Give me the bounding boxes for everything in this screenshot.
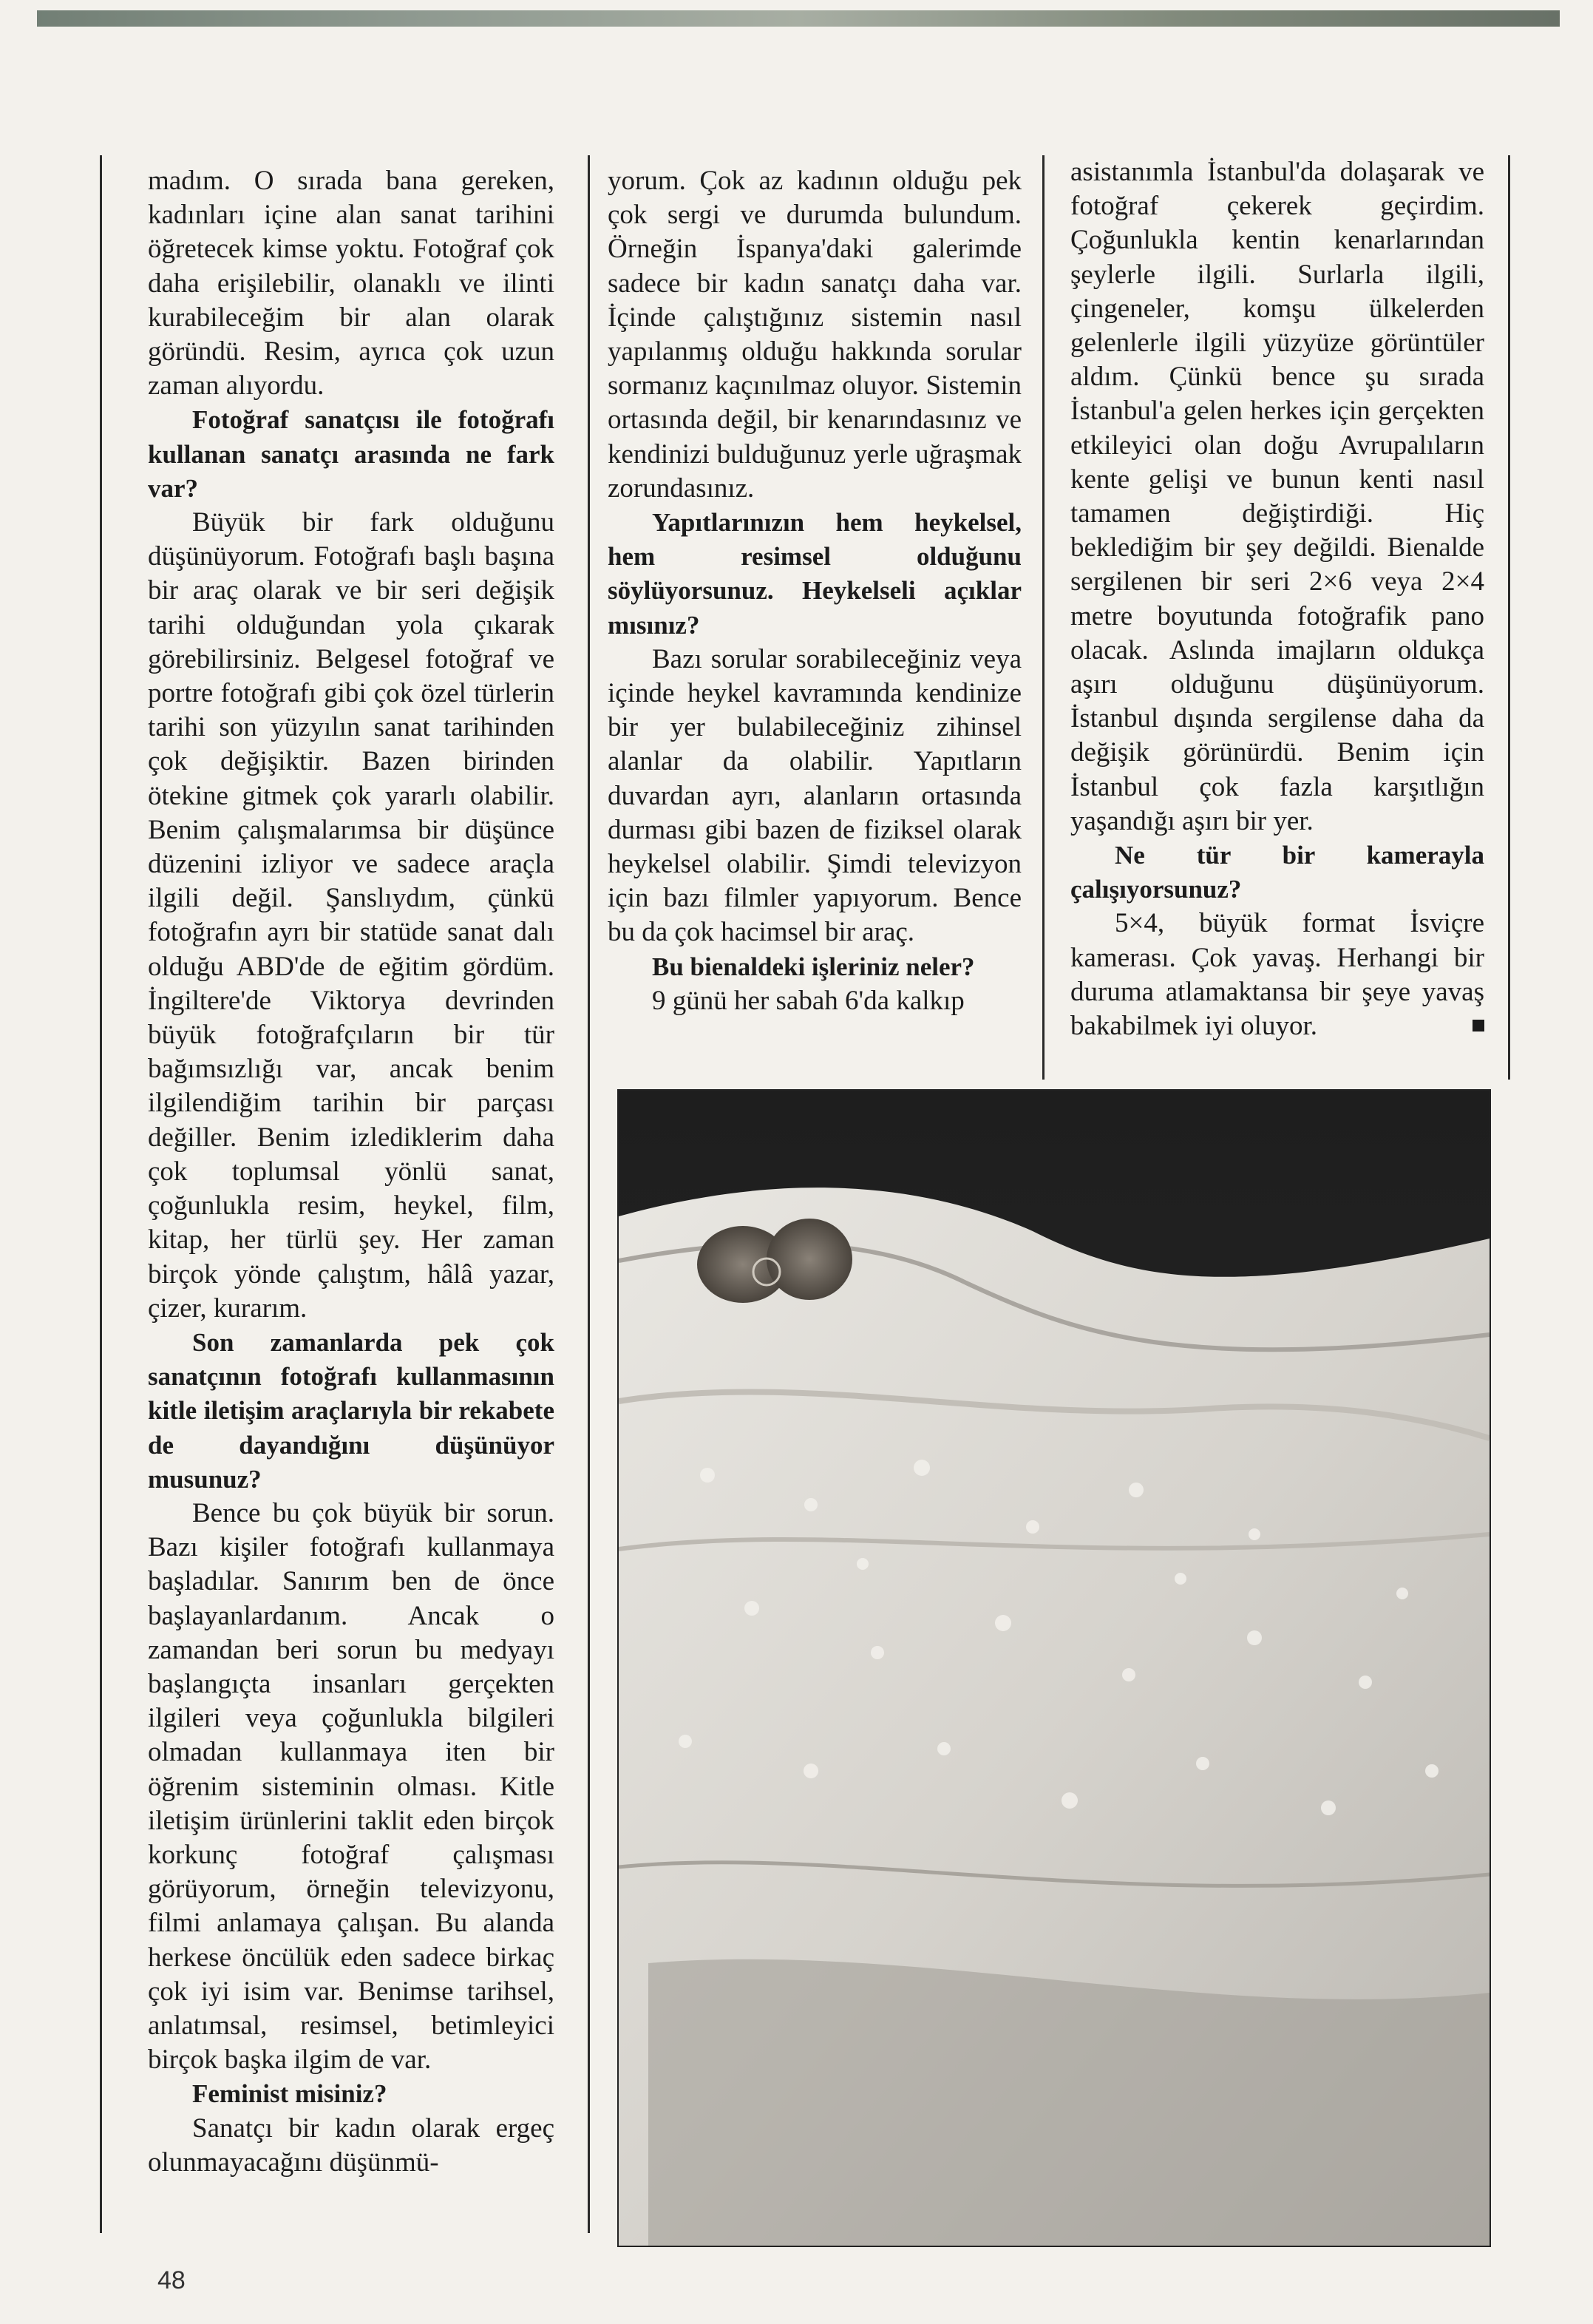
interview-question: Yapıtlarınızın hem heykelsel, hem resimsel olduğunu söylüyorsunuz. Heykelseli açıklar mısınız? [608, 508, 1022, 640]
interview-answer-paragraph: yorum. Çok az kadının olduğu pek çok sergi ve durumda bulundum. Örneğin İspanya'daki galerimde sadece bir kadın sanatçı daha var. İçinde çalıştığınız sistemin nasıl yapılanmış olduğu hakkında sorular sormanız kaçınılmaz oluyor. Sistemin ortasında değil, bir kenarındasınız ve kendinizi bulduğunuz yerle uğraşmak zorundasınız. [608, 166, 1022, 504]
interview-answer-paragraph: asistanımla İstanbul'da dolaşarak ve fotoğraf çekerek geçirdim. Çoğunlukla kentin kenarlarından şeylerle ilgili. Surlarla ilgili, çingeneler, komşu ülkelerden gelenlerle ilgili yüzyüze görüntüler aldım. Çünkü bence şu sırada İstanbul'a gelen herkes için gerçekten etkileyici olan doğu Avrupalıların kente gelişi ve bunun kenti nasıl tamamen değiştirdiği. Hiç beklediğim bir şey değildi. Bienalde sergilenen bir seri 2×6 veya 2×4 metre boyutunda fotoğrafik pano olacak. Aslında imajların oldukça aşırı olduğunu düşünüyorum. İstanbul dışında sergilense daha da değişik görünürdü. Benim için İstanbul çok fazla karşıtlığın yaşandığı aşırı bir yer. [1070, 157, 1484, 836]
interview-answer-paragraph: Bazı sorular sorabileceğiniz veya içinde heykel kavramında kendinize bir yer bulabileceğiniz zihinsel alanlar da olabilir. Yapıtların duvardan ayrı, alanların ortasında durması gibi bazen de fiziksel olarak heykelsel olabilir. Şimdi televizyon için bazı filmler yapıyorum. Bence bu da çok hacimsel bir araç. [608, 643, 1022, 948]
interview-answer-paragraph: Büyük bir fark olduğunu düşünüyorum. Fotoğrafı başlı başına bir araç olarak ve bir seri değişik tarihi olduğundan yola çıkarak görebilirsiniz. Belgesel fotoğraf ve portre fotoğrafı gibi çok özel türlerin tarihi son yüzyılın sanat tarihinden çok değişiktir. Bazen birinden ötekine gitmek çok yararlı olabilir. Benim çalışmalarımsa bir düşünce düzenini izliyor ve sadece araçla ilgili değil. Şanslıydım, çünkü fotoğrafın ayrı bir statüde sanat dalı olduğu ABD'de de eğitim gördüm. İngiltere'de Viktorya devrinden büyük fotoğrafçıların bir tür bağımsızlığı var, ancak benim ilgilendiğim tarihin bir parçası değiller. Benim izlediklerim daha çok toplumsal yönlü sanat, çoğunlukla resim, heykel, film, kitap, her türlü şey. Her zaman birçok yönde çalıştım, hâlâ yazar, çizer, kurarım. [148, 507, 554, 1324]
column-rule-left [100, 155, 102, 2233]
interview-question: Ne tür bir kamerayla çalışıyorsunuz? [1070, 841, 1484, 904]
bed-photograph [617, 1089, 1491, 2247]
interview-answer-paragraph: madım. O sırada bana gereken, kadınları içine alan sanat tarihini öğretecek kimse yoktu. Fotoğraf çok daha erişilebilir, olanaklı ve ilinti kurabileceğim bir alan olarak göründü. Resim, ayrıca çok uzun zaman alıyordu. [148, 166, 554, 402]
page-number: 48 [157, 2266, 186, 2294]
bed-photograph-image [619, 1091, 1490, 2246]
interview-question: Bu bienaldeki işleriniz neler? [652, 952, 975, 981]
interview-question: Son zamanlarda pek çok sanatçının fotoğrafı kullanmasının kitle iletişim araçlarıyla bir rekabete de dayandığını düşünüyor musunuz? [148, 1327, 554, 1494]
scan-edge-band [37, 10, 1560, 27]
interview-question: Feminist misiniz? [192, 2079, 387, 2109]
article-column-3 [1070, 155, 1484, 1043]
interview-answer-paragraph: Sanatçı bir kadın olarak ergeç olunmayacağını düşünmü- [148, 2113, 554, 2178]
interview-question: Fotoğraf sanatçısı ile fotoğrafı kullanan sanatçı arasında ne fark var? [148, 405, 554, 503]
article-column-1 [148, 164, 554, 2180]
interview-answer-paragraph: 9 günü her sabah 6'da kalkıp [652, 985, 965, 1016]
end-of-article-square-icon [1473, 1020, 1484, 1031]
column-rule-right-top [1042, 155, 1045, 1080]
interview-answer-paragraph: 5×4, büyük format İsviçre kamerası. Çok yavaş. Herhangi bir duruma atlamaktansa bir şeye yavaş bakabilmek iyi oluyor. [1070, 908, 1484, 1042]
column-rule-middle [588, 155, 590, 2233]
interview-answer-paragraph: Bence bu çok büyük bir sorun. Bazı kişiler fotoğrafı kullanmaya başladılar. Sanırım ben de önce başlayanlardanım. Ancak o zamandan beri sorun bu medyayı başlangıçta insanları gerçekten ilgileri veya çoğunlukla bilgileri olmadan kullanmaya iten bir öğrenim sisteminin olması. Kitle iletişim ürünlerini taklit eden birçok korkunç fotoğraf çalışması görüyorum, örneğin televizyonu, filmi anlamaya çalışan. Bu alanda herkese öncülük eden sadece birkaç çok iyi isim var. Benimse tarihsel, anlatımsal, resimsel, betimleyici birçok başka ilgim de var. [148, 1497, 554, 2076]
column-rule-far-right [1508, 155, 1510, 1080]
article-column-2 [608, 164, 1022, 1018]
